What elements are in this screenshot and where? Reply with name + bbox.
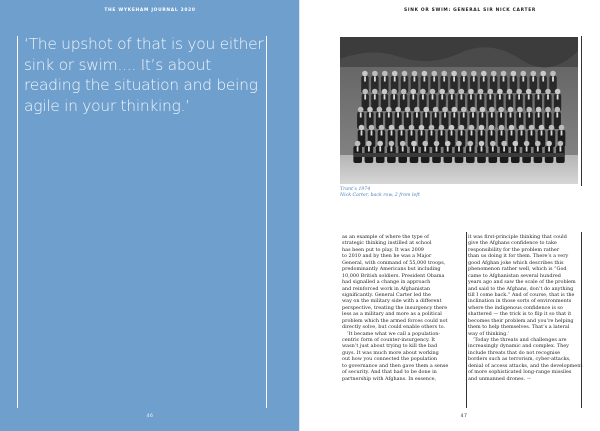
school-group-photo [340, 37, 578, 184]
text-line: responsibility for the problem rather [468, 246, 560, 253]
text-line: becomes their problem and you’re helping [468, 317, 574, 324]
group-photo-icon [340, 37, 578, 184]
text-line: problem which the armed forces could not [342, 317, 448, 324]
pull-quote: ‘The upshot of that is you either sink or swim.... It’s about reading the situation and being agile in your thinking.’ [24, 35, 264, 115]
text-line: and reinforced work in Afghanistan [342, 285, 431, 292]
text-line: centric form of counter-insurgency. It [342, 337, 436, 343]
text-line: increasingly dynamic and complex. They [468, 343, 569, 350]
text-line: to 2010 and by then he was a Major [342, 253, 432, 260]
photo-side-rule [581, 36, 582, 186]
text-line: ‘Today the threats and challenges are [473, 337, 567, 343]
text-line: and unmanned drones. → [468, 375, 531, 382]
text-line: it was first-principle thinking that could [468, 234, 567, 240]
text-line: of security. And that had to be done in [342, 369, 437, 376]
text-line: wasn’t just about trying to kill the bad [342, 343, 438, 350]
text-line: has been put to play. It was 2009 [342, 246, 424, 253]
right-margin-rule [266, 36, 267, 408]
continue-arrow-icon: → [525, 375, 531, 382]
text-line: inclination in those sorts of environments [468, 298, 572, 305]
caption-line-1: Trant’s 1974 [340, 187, 371, 192]
text-line: till I come back.” And of course, that is the [468, 291, 575, 298]
body-column-1 [342, 234, 468, 382]
text-line: 10,000 British soldiers. President Obama [342, 272, 445, 279]
text-line: years ago and saw the scale of the problem [468, 279, 576, 286]
page-number-right: 47 [460, 414, 468, 419]
text-line: include threats that do not recognise [468, 349, 560, 356]
text-line: partnership with Afghans. In essence, [342, 375, 437, 382]
text-line: shattered — the trick is to flip it so that it [468, 311, 572, 318]
text-line: ‘It became what we call a population- [347, 330, 441, 337]
text-line: way of thinking.’ [468, 330, 510, 337]
text-line: significantly. General Carter led the [342, 291, 431, 298]
text-line: General, with command of 55,000 troops, [342, 259, 446, 266]
text-line: than us doing it for them. There’s a very [468, 253, 569, 260]
text-line: way on the military side with a different [342, 298, 442, 305]
text-line: strategic thinking instilled at school [342, 240, 432, 247]
text-line: less as a military and more as a political [342, 311, 442, 318]
text-line: had signalled a change in approach [342, 279, 431, 286]
text-line: directly solve, but could enable others to. [342, 324, 446, 331]
text-line: predominantly Americans but including [342, 266, 441, 273]
text-line: of more sophisticated long-range missiles [468, 369, 572, 376]
text-line: perspective, treating the insurgency there [342, 304, 448, 311]
text-line: as an example of where the type of [342, 234, 429, 240]
text-line: good Afghan joke which describes this [468, 259, 564, 266]
text-line: them to help themselves. That’s a lateral [468, 324, 570, 331]
left-margin-rule [17, 36, 18, 408]
text-line: out how you connected the population [342, 356, 438, 363]
text-line: where the indigenous confidence is so [468, 304, 563, 311]
page-number-left: 46 [146, 414, 154, 419]
running-head-right: SINK OR SWIM: GENERAL SIR NICK CARTER [404, 8, 536, 13]
running-head-left: THE WYKEHAM JOURNAL 2020 [104, 8, 196, 13]
body-column-2 [468, 234, 594, 382]
text-line: to governance and then gave them a sense [342, 362, 449, 369]
text-line: guys. It was much more about working [342, 349, 439, 356]
text-line: phenomenon rather well, which is “God [468, 266, 567, 273]
photo-caption [340, 187, 540, 199]
right-page [300, 0, 600, 431]
text-line: and said to the Afghans, don’t do anything [468, 285, 574, 292]
text-line: give the Afghans confidence to take [468, 240, 557, 247]
text-line: borders such as terrorism, cyber-attacks, [468, 356, 571, 363]
text-line: came to Afghanistan several hundred [468, 272, 561, 279]
caption-line-2: Nick Carter, back row, 2 from left [340, 193, 420, 199]
text-line: denial of access attacks, and the development [468, 362, 583, 369]
